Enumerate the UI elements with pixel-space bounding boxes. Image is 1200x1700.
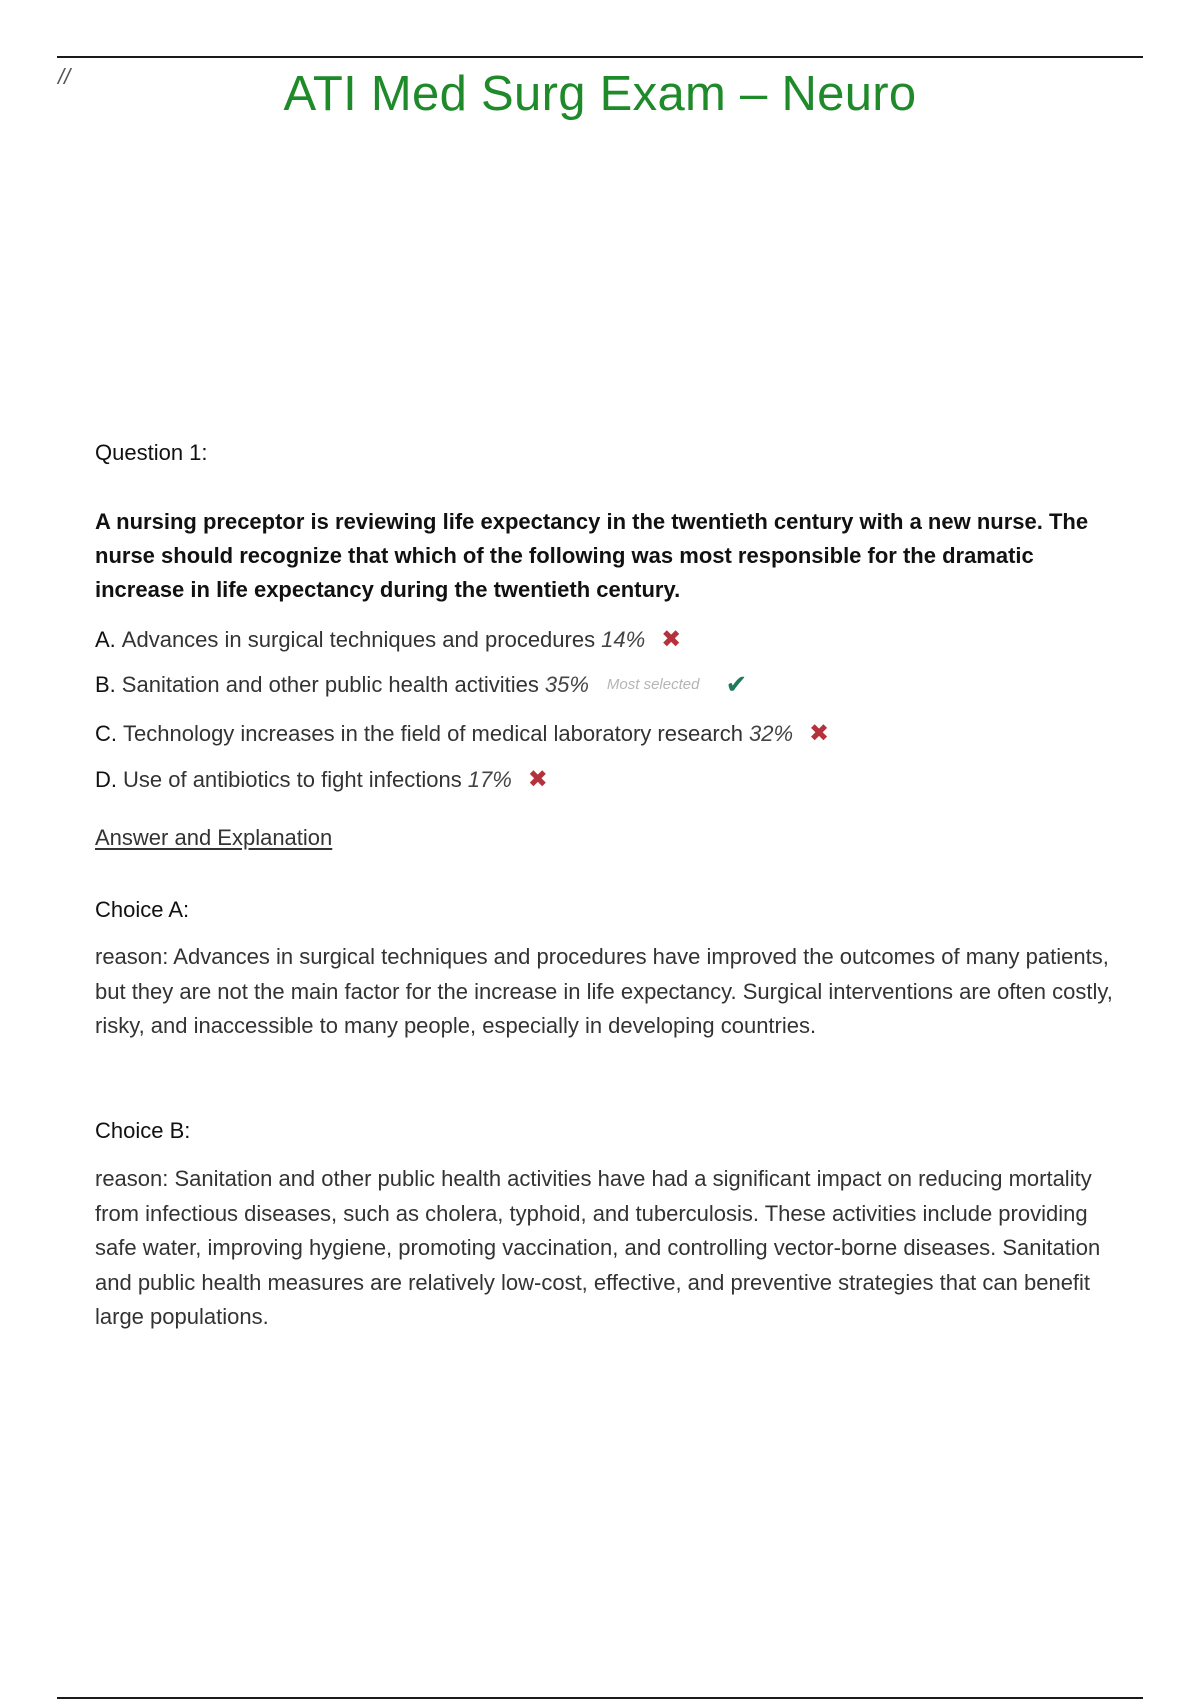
- choice-d[interactable]: [95, 765, 548, 794]
- choice-letter: B.: [95, 671, 116, 697]
- choice-a-heading: Choice A:: [95, 897, 190, 922]
- choice-text: Technology increases in the field of medical laboratory research: [123, 720, 743, 746]
- choice-text: Advances in surgical techniques and procedures: [121, 626, 596, 652]
- question-text: A nursing preceptor is reviewing life expectancy in the twentieth century with a new nurse. The nurse should recognize that which of the following was most responsible for the dramatic increase in life expectancy during the twentieth century.: [95, 509, 1089, 602]
- choice-percent: 35%: [544, 671, 589, 697]
- incorrect-icon: ✖: [809, 720, 830, 747]
- choice-text: Use of antibiotics to fight infections: [123, 766, 462, 792]
- choice-b-explanation: reason: Sanitation and other public health activities have had a significant impact on reducing mortality from infectious diseases, such as cholera, typhoid, and tuberculosis. These activities include providing safe water, improving hygiene, promoting vaccination, and controlling vector-borne diseases. Sanitation and public health measures are relatively low-cost, effective, and preventive strategies that can benefit large populations.: [95, 1166, 1101, 1329]
- choice-letter: D.: [95, 766, 117, 792]
- choice-b-heading: Choice B:: [95, 1118, 191, 1143]
- page-title: ATI Med Surg Exam – Neuro: [283, 67, 917, 121]
- choice-percent: 17%: [467, 766, 512, 792]
- most-selected-note: Most selected: [606, 676, 700, 693]
- choice-c[interactable]: [95, 719, 829, 748]
- incorrect-icon: ✖: [527, 766, 548, 793]
- answer-explanation-link[interactable]: Answer and Explanation: [95, 825, 333, 850]
- header-slashes: //: [58, 64, 71, 89]
- choice-b[interactable]: [95, 669, 747, 700]
- top-divider: [57, 56, 1143, 58]
- choice-text: Sanitation and other public health activities: [121, 671, 539, 697]
- choice-a[interactable]: [95, 625, 681, 654]
- bottom-divider: [57, 1697, 1143, 1699]
- incorrect-icon: ✖: [661, 626, 682, 653]
- correct-check-icon: ✔: [725, 669, 748, 699]
- choice-percent: 14%: [601, 626, 646, 652]
- question-label: Question 1:: [95, 440, 208, 465]
- choice-letter: C.: [95, 720, 117, 746]
- choice-percent: 32%: [749, 720, 794, 746]
- choice-a-explanation: reason: Advances in surgical techniques and procedures have improved the outcomes of many patients, but they are not the main factor for the increase in life expectancy. Surgical interventions are often costly, risky, and inaccessible to many people, especially in developing countries.: [95, 944, 1113, 1038]
- choice-letter: A.: [95, 626, 116, 652]
